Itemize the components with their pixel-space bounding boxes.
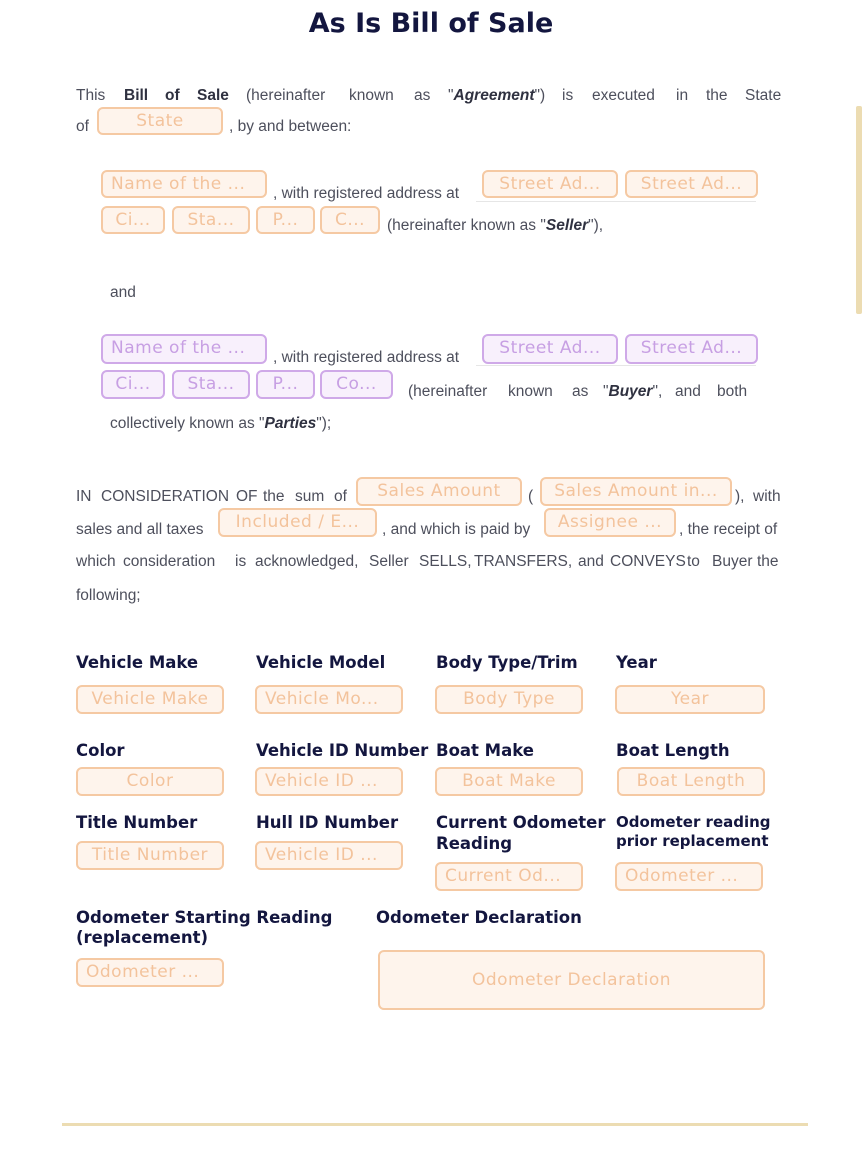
boat-length-field[interactable]: Boat Length [617, 767, 765, 796]
body-type-label: Body Type/Trim [436, 653, 578, 672]
consideration-word: of [334, 488, 347, 505]
receipt-text: , the receipt of [679, 521, 778, 538]
vehicle-model-field[interactable]: Vehicle Mo... [255, 685, 403, 714]
hull-id-label: Hull ID Number [256, 813, 399, 832]
seller-name-field[interactable]: Name of the ... [101, 170, 267, 198]
sales-amount-words-field[interactable]: Sales Amount in... [540, 477, 732, 506]
buyer-known-word: and [675, 383, 701, 400]
vehicle-make-field[interactable]: Vehicle Make [76, 685, 224, 714]
buyer-with-text: , with registered address at [273, 349, 460, 366]
start-odometer-field[interactable]: Odometer ... [76, 958, 224, 987]
intro-word-bold: of [165, 87, 180, 104]
scrollbar[interactable] [856, 106, 862, 314]
paid-by-text: , and which is paid by [382, 521, 531, 538]
consideration-line3-word: which [76, 553, 116, 570]
consideration-line3-word: Seller [369, 553, 409, 570]
consideration-word: the [263, 488, 285, 505]
boat-length-label: Boat Length [616, 741, 730, 760]
buyer-city-field[interactable]: Ci... [101, 370, 165, 399]
consideration-line3-word: SELLS, [419, 553, 472, 570]
color-field[interactable]: Color [76, 767, 224, 796]
year-field[interactable]: Year [615, 685, 765, 714]
sales-taxes-text: sales and all taxes [76, 521, 204, 538]
buyer-known-word: both [717, 383, 748, 400]
taxes-field[interactable]: Included / E... [218, 508, 377, 537]
page-title: As Is Bill of Sale [308, 8, 554, 39]
intro-word-bold: Sale [197, 87, 229, 104]
state-field[interactable]: State [97, 107, 223, 135]
vehicle-id-field[interactable]: Vehicle ID ... [255, 767, 403, 796]
start-odometer-label-2: (replacement) [76, 928, 208, 947]
seller-street2-field[interactable]: Street Ad... [625, 170, 758, 198]
current-odometer-label: Current Odometer [436, 813, 606, 832]
boat-make-label: Boat Make [436, 741, 534, 760]
buyer-known-word: (hereinafter [408, 383, 488, 400]
seller-state-field[interactable]: Sta... [172, 206, 250, 234]
buyer-known-word: as [572, 383, 589, 400]
prior-odometer-field[interactable]: Odometer ... [615, 862, 763, 891]
paren-open: ( [528, 488, 534, 505]
intro-word: the [706, 87, 728, 104]
buyer-country-field[interactable]: Co... [320, 370, 393, 399]
consideration-word: CONSIDERATION [101, 488, 230, 505]
consideration-word: sum [295, 488, 325, 505]
consideration-line3-word: Buyer [712, 553, 753, 570]
footer-divider [62, 1123, 808, 1126]
parties-text: collectively known as "Parties"); [110, 415, 332, 432]
buyer-name-field[interactable]: Name of the ... [101, 334, 267, 364]
intro-agreement: "Agreement") [448, 87, 546, 104]
intro-word: (hereinafter [246, 87, 326, 104]
year-label: Year [616, 653, 657, 672]
consideration-line3-word: consideration [123, 553, 216, 570]
intro-between: , by and between: [229, 118, 352, 135]
buyer-known-buyer: "Buyer", [603, 383, 663, 400]
divider [476, 201, 756, 202]
title-number-field[interactable]: Title Number [76, 841, 224, 870]
buyer-street1-field[interactable]: Street Ad... [482, 334, 618, 364]
intro-word: executed [592, 87, 655, 104]
sales-amount-field[interactable]: Sales Amount [356, 477, 522, 506]
and-text: and [110, 284, 136, 301]
odometer-declaration-field[interactable]: Odometer Declaration [378, 950, 765, 1010]
paren-close: ), [735, 488, 745, 505]
current-odometer-label-2: Reading [436, 834, 513, 853]
intro-word: State [745, 87, 782, 104]
intro-word: This [76, 87, 106, 104]
assignee-field[interactable]: Assignee ... [544, 508, 676, 537]
consideration-line3-word: acknowledged, [255, 553, 359, 570]
seller-country-field[interactable]: C... [320, 206, 380, 234]
prior-odometer-label-2: prior replacement [616, 832, 769, 850]
vehicle-model-label: Vehicle Model [256, 653, 386, 672]
vehicle-make-label: Vehicle Make [76, 653, 199, 672]
hull-id-field[interactable]: Vehicle ID ... [255, 841, 403, 870]
seller-city-field[interactable]: Ci... [101, 206, 165, 234]
intro-word: known [349, 87, 394, 104]
intro-word: in [676, 87, 689, 104]
intro-word: as [414, 87, 431, 104]
intro-of: of [76, 118, 89, 135]
consideration-word: OF [236, 488, 258, 505]
seller-postal-field[interactable]: P... [256, 206, 315, 234]
consideration-line3-word: and [578, 553, 604, 570]
buyer-street2-field[interactable]: Street Ad... [625, 334, 758, 364]
consideration-line3-word: the [757, 553, 779, 570]
divider [476, 365, 756, 366]
body-type-field[interactable]: Body Type [435, 685, 583, 714]
title-number-label: Title Number [76, 813, 198, 832]
odometer-declaration-label: Odometer Declaration [376, 908, 582, 927]
color-label: Color [76, 741, 125, 760]
buyer-known-word: known [508, 383, 553, 400]
current-odometer-field[interactable]: Current Od... [435, 862, 583, 891]
intro-word-bold: Bill [124, 87, 149, 104]
start-odometer-label: Odometer Starting Reading [76, 908, 333, 927]
consideration-line3-word: CONVEYS [610, 553, 686, 570]
consideration-with: with [753, 488, 781, 505]
prior-odometer-label: Odometer reading [616, 813, 771, 831]
intro-word: is [562, 87, 574, 104]
consideration-line3-word: to [687, 553, 700, 570]
seller-with-text: , with registered address at [273, 185, 460, 202]
buyer-state-field[interactable]: Sta... [172, 370, 250, 399]
seller-street1-field[interactable]: Street Ad... [482, 170, 618, 198]
consideration-line3-word: TRANSFERS, [474, 553, 573, 570]
boat-make-field[interactable]: Boat Make [435, 767, 583, 796]
vehicle-id-label: Vehicle ID Number [256, 741, 429, 760]
consideration-line3-word: is [235, 553, 247, 570]
consideration-word: IN [76, 488, 92, 505]
buyer-postal-field[interactable]: P... [256, 370, 315, 399]
following-text: following; [76, 587, 141, 604]
seller-known-text: (hereinafter known as "Seller"), [387, 217, 604, 234]
